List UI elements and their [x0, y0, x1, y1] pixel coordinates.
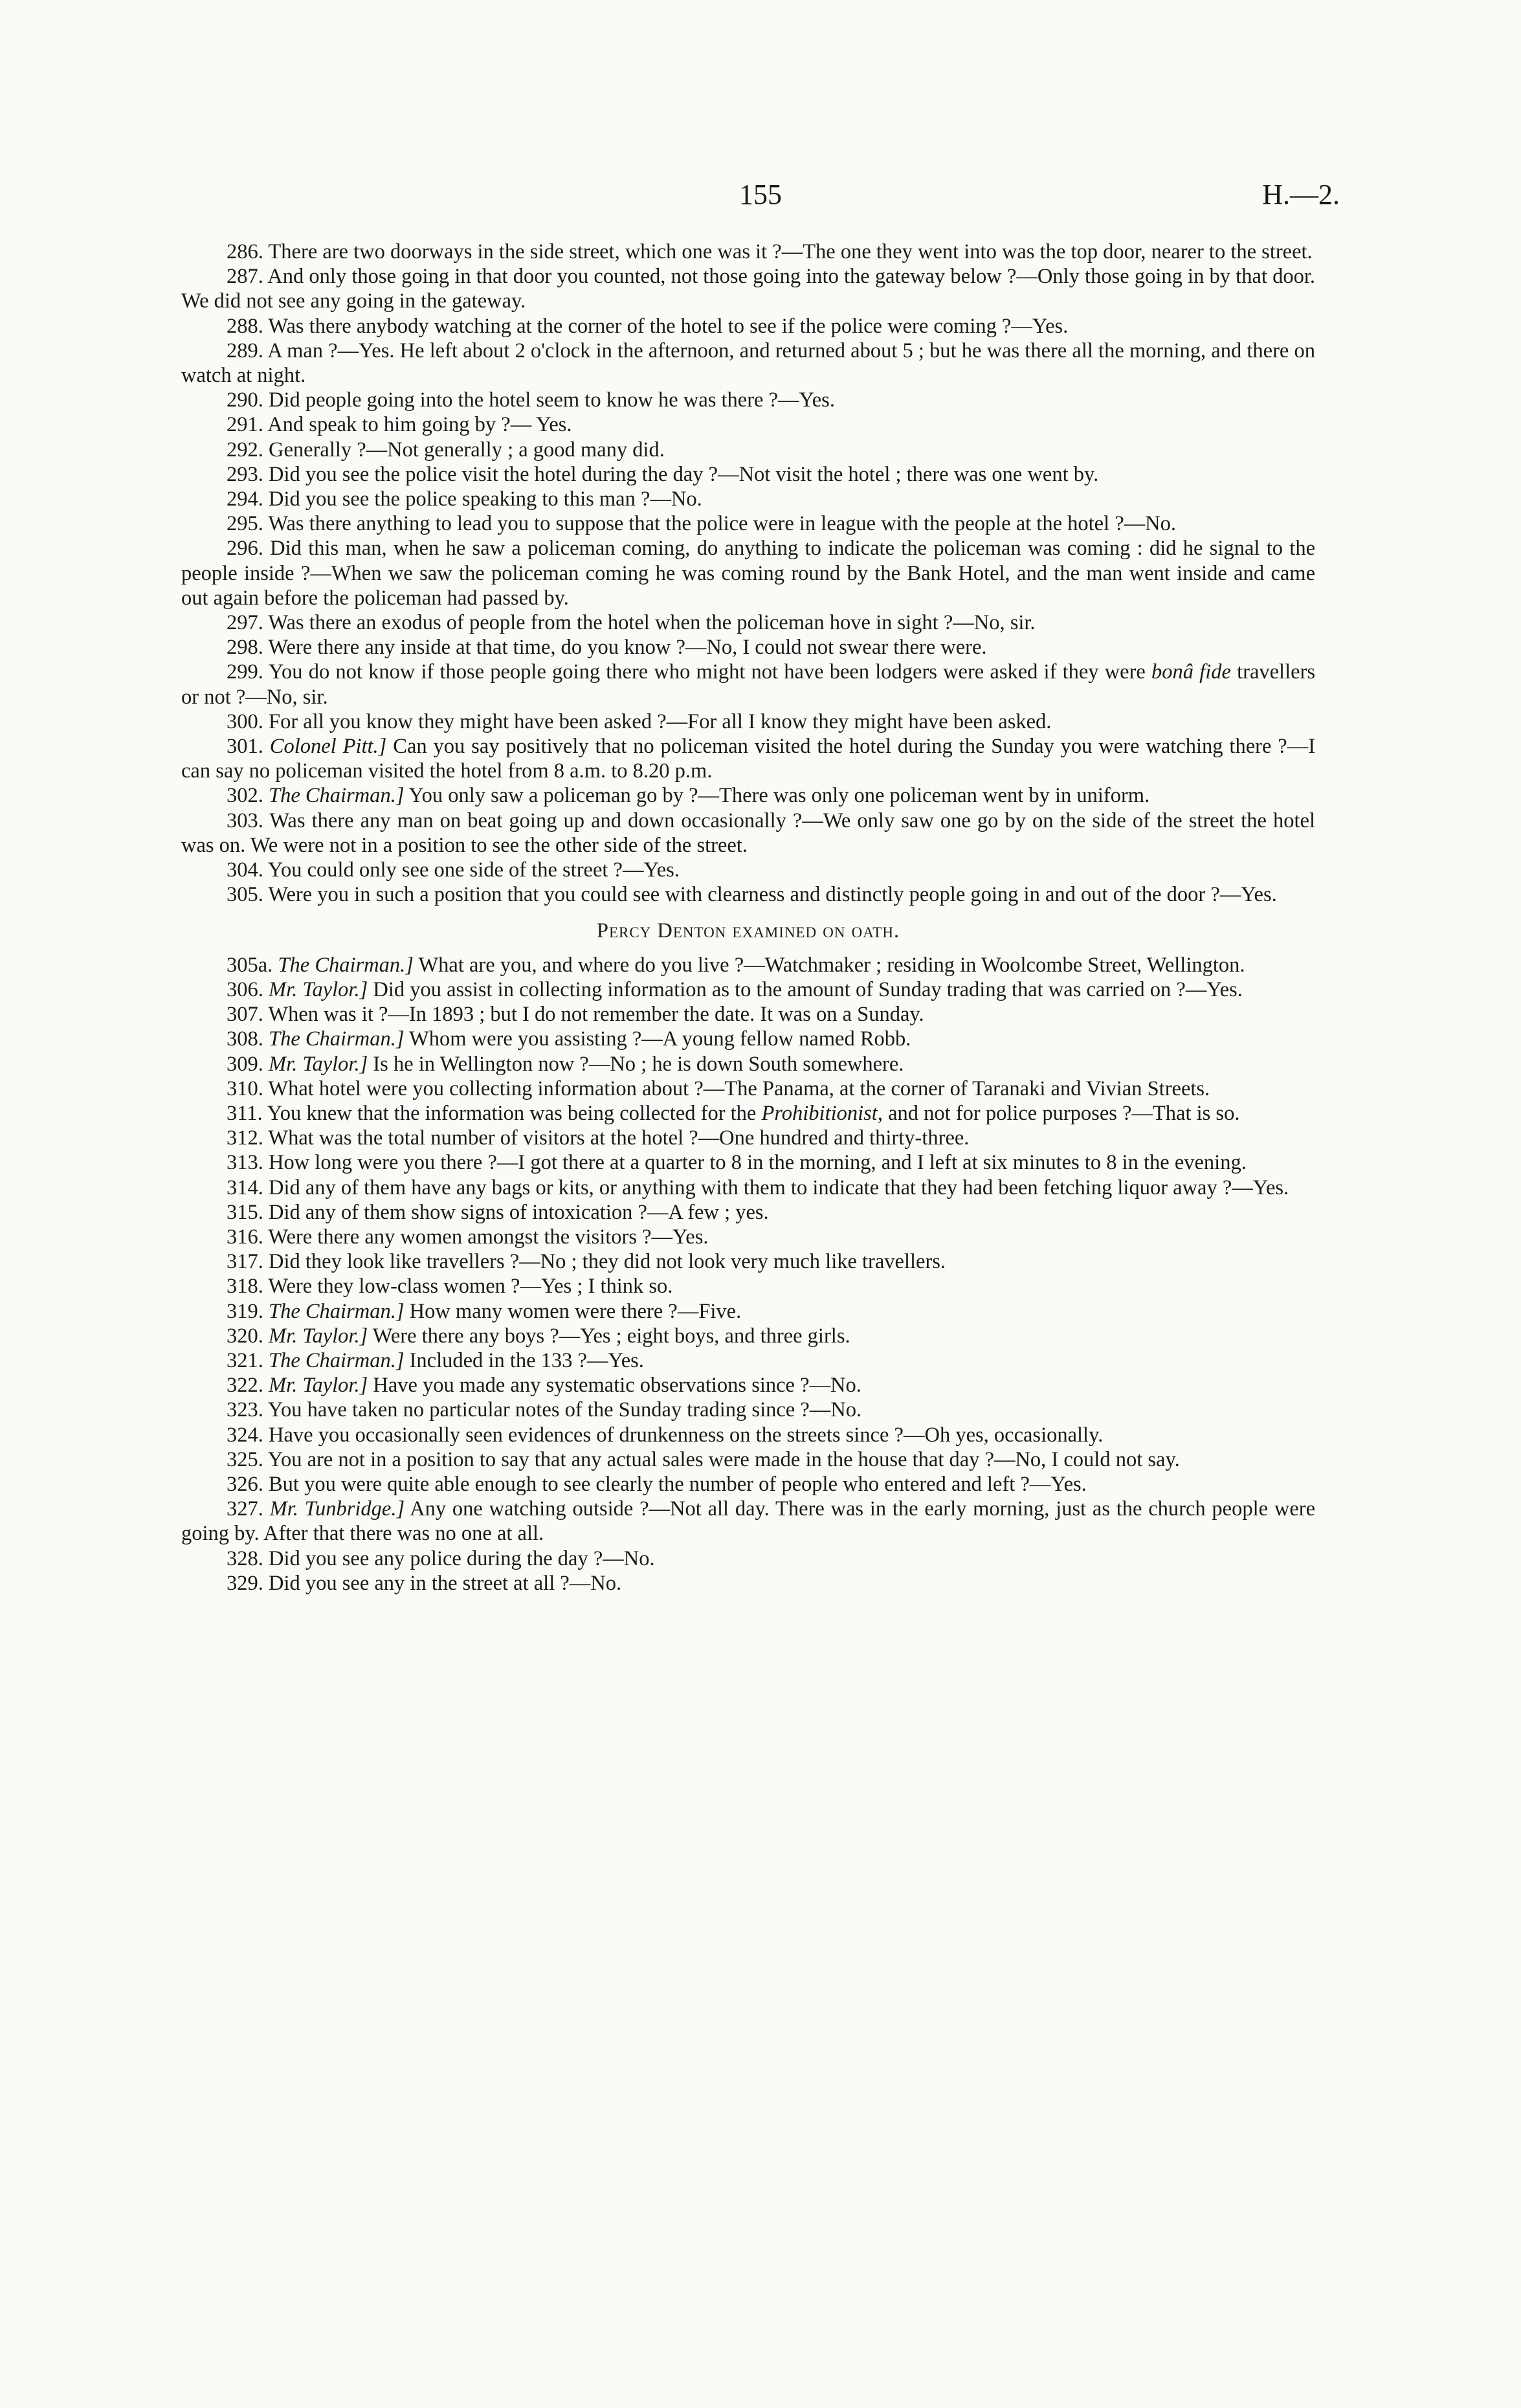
paragraph-text: Have you made any systematic observations since ?—No. [373, 1374, 861, 1398]
testimony-paragraph [181, 1274, 1315, 1299]
question-number: 321. [227, 1348, 263, 1372]
question-number: 327. [227, 1497, 263, 1521]
paragraph-text: 316. Were there any women amongst the visitors ?—Yes. [227, 1225, 709, 1249]
testimony-paragraph [181, 1052, 1315, 1076]
testimony-paragraph [181, 1101, 1315, 1126]
testimony-paragraph [181, 660, 1315, 709]
testimony-paragraph [181, 264, 1315, 313]
testimony-paragraph [181, 1571, 1315, 1596]
paragraph-text: 315. Did any of them show signs of intoxication ?—A few ; yes. [227, 1200, 769, 1224]
paragraph-text: 317. Did they look like travellers ?—No ; they did not look very much like travellers. [227, 1250, 946, 1274]
testimony-paragraph [181, 388, 1315, 412]
question-number: 322. [227, 1374, 263, 1398]
question-number: 319. [227, 1299, 263, 1323]
paragraph-text: 314. Did any of them have any bags or kits, or anything with them to indicate that they had been fetching liquor away ?—Yes. [227, 1176, 1289, 1199]
paragraph-text: 291. And speak to him going by ?— Yes. [227, 413, 572, 437]
speaker-name: Mr. Taylor.] [269, 1324, 368, 1348]
speaker-name: Mr. Taylor.] [269, 977, 368, 1001]
paragraph-text: 297. Was there an exodus of people from the hotel when the policeman hove in sight ?—No, sir. [227, 611, 1036, 635]
paragraph-text: You only saw a policeman go by ?—There was only one policeman went by in uniform. [408, 784, 1150, 808]
testimony-paragraph [181, 536, 1315, 610]
document-body [181, 240, 1315, 1596]
speaker-name: The Chairman.] [269, 1027, 405, 1051]
paragraph-text: Any one watching outside ?—Not all day. There was in the early morning, just as the church people were going by. After that there was no one at all. [181, 1497, 1315, 1546]
question-number: 320. [227, 1324, 263, 1348]
testimony-paragraph [181, 1373, 1315, 1398]
paper-reference: H.—2. [1262, 179, 1340, 210]
paragraph-text: 288. Was there anybody watching at the corner of the hotel to see if the police were coming ?—Yes. [227, 314, 1069, 338]
paragraph-text: Included in the 133 ?—Yes. [409, 1348, 644, 1372]
testimony-paragraph [181, 635, 1315, 660]
speaker-name: Mr. Tunbridge.] [269, 1497, 405, 1521]
paragraph-text: 303. Was there any man on beat going up and down occasionally ?—We only saw one go by on the side of the street the hotel was on. We were not in a position to see the other side of the street. [181, 808, 1315, 857]
testimony-paragraph [181, 438, 1315, 462]
testimony-paragraph [181, 1324, 1315, 1348]
testimony-paragraph [181, 462, 1315, 487]
paragraph-text: 295. Was there anything to lead you to suppose that the police were in league with the people at the hotel ?—No. [227, 512, 1177, 536]
testimony-paragraph [181, 1497, 1315, 1546]
testimony-paragraph [181, 1225, 1315, 1249]
paragraph-text: 325. You are not in a position to say that any actual sales were made in the house that day ?—No, I could not say. [227, 1447, 1180, 1471]
testimony-paragraph [181, 953, 1315, 977]
testimony-paragraph [181, 1447, 1315, 1472]
speaker-name: Mr. Taylor.] [269, 1052, 368, 1076]
question-number: 302. [227, 784, 263, 808]
testimony-paragraph [181, 511, 1315, 536]
paragraph-text: Were there any boys ?—Yes ; eight boys, and three girls. [372, 1324, 850, 1348]
testimony-paragraph [181, 1200, 1315, 1225]
testimony-paragraph [181, 1249, 1315, 1274]
paragraph-text: 299. You do not know if those people going there who might not have been lodgers were asked if they were bonâ fide travellers or not ?—No, sir. [181, 660, 1315, 709]
paragraph-text: 305. Were you in such a position that you could see with clearness and distinctly people going in and out of the door ?—Yes. [227, 883, 1277, 907]
testimony-paragraph [181, 783, 1315, 808]
paragraph-text: 312. What was the total number of visitors at the hotel ?—One hundred and thirty-three. [227, 1126, 970, 1150]
testimony-paragraph [181, 1076, 1315, 1101]
testimony-paragraph [181, 977, 1315, 1002]
question-number: 306. [227, 977, 263, 1001]
testimony-paragraph [181, 1002, 1315, 1027]
paragraph-text: 287. And only those going in that door you counted, not those going into the gateway below ?—Only those going in by that door. We did not see any going in the gateway. [181, 265, 1315, 313]
speaker-name: The Chairman.] [269, 784, 405, 808]
paragraph-text: 310. What hotel were you collecting information about ?—The Panama, at the corner of Taranaki and Vivian Streets. [227, 1076, 1210, 1100]
testimony-paragraph [181, 1398, 1315, 1422]
testimony-paragraph [181, 1423, 1315, 1447]
speaker-name: Colonel Pitt.] [269, 735, 387, 759]
paragraph-text: Can you say positively that no policeman visited the hotel during the Sunday you were watching there ?—I can say no policeman visited the hotel from 8 a.m. to 8.20 p.m. [181, 735, 1316, 783]
paragraph-text: 326. But you were quite able enough to see clearly the number of people who entered and left ?—Yes. [227, 1472, 1087, 1496]
testimony-part-two [181, 953, 1315, 1596]
paragraph-text: 329. Did you see any in the street at all ?—No. [227, 1571, 622, 1595]
paragraph-text: 323. You have taken no particular notes of the Sunday trading since ?—No. [227, 1398, 862, 1422]
paragraph-text: 328. Did you see any police during the day ?—No. [227, 1546, 655, 1570]
testimony-paragraph [181, 412, 1315, 437]
testimony-part-one [181, 240, 1315, 907]
paragraph-text: Did you assist in collecting information as to the amount of Sunday trading that was carried on ?—Yes. [373, 977, 1243, 1001]
testimony-paragraph [181, 709, 1315, 734]
paragraph-text: 318. Were they low-class women ?—Yes ; I think so. [227, 1275, 673, 1299]
speaker-name: The Chairman.] [269, 1299, 405, 1323]
testimony-paragraph [181, 1027, 1315, 1051]
paragraph-text: 290. Did people going into the hotel seem to know he was there ?—Yes. [227, 388, 835, 412]
paragraph-text: 286. There are two doorways in the side street, which one was it ?—The one they went into was the top door, nearer to the street. [227, 240, 1313, 263]
testimony-paragraph [181, 1472, 1315, 1497]
testimony-paragraph [181, 734, 1315, 783]
testimony-paragraph [181, 240, 1315, 264]
testimony-paragraph [181, 1546, 1315, 1571]
question-number: 301. [227, 735, 263, 759]
paragraph-text: 300. For all you know they might have been asked ?—For all I know they might have been asked. [227, 709, 1052, 733]
testimony-paragraph [181, 808, 1315, 858]
paragraph-text: 296. Did this man, when he saw a policeman coming, do anything to indicate the policeman was coming : did he signal to the people inside ?—When we saw the policeman coming he was coming round by the Bank Hotel, and the man went inside and came out again before the policeman had passed by. [181, 537, 1315, 610]
paragraph-text: 293. Did you see the police visit the hotel during the day ?—Not visit the hotel ; there was one went by. [227, 462, 1099, 486]
testimony-paragraph [181, 1126, 1315, 1150]
paragraph-text: 304. You could only see one side of the street ?—Yes. [227, 858, 680, 882]
testimony-paragraph [181, 610, 1315, 635]
page-number: 155 [739, 179, 782, 210]
paragraph-text: 292. Generally ?—Not generally ; a good many did. [227, 438, 665, 462]
paragraph-text: 324. Have you occasionally seen evidences of drunkenness on the streets since ?—Oh yes, occasionally. [227, 1423, 1104, 1447]
paragraph-text: 311. You knew that the information was being collected for the Prohibitionist, and not for police purposes ?—That is so. [227, 1101, 1240, 1125]
testimony-paragraph [181, 1348, 1315, 1373]
speaker-name: The Chairman.] [269, 1348, 405, 1372]
testimony-paragraph [181, 858, 1315, 882]
paragraph-text: 313. How long were you there ?—I got there at a quarter to 8 in the morning, and I left at six minutes to 8 in the evening. [227, 1151, 1247, 1175]
testimony-paragraph [181, 1176, 1315, 1200]
paragraph-text: 289. A man ?—Yes. He left about 2 o'clock in the afternoon, and returned about 5 ; but he was there all the morning, and there on watch at night. [181, 339, 1315, 388]
page-header [181, 178, 1340, 217]
paragraph-text: 298. Were there any inside at that time, do you know ?—No, I could not swear there were. [227, 636, 987, 660]
question-number: 309. [227, 1052, 263, 1076]
testimony-paragraph [181, 339, 1315, 388]
paragraph-text: How many women were there ?—Five. [409, 1299, 742, 1323]
paragraph-text: Is he in Wellington now ?—No ; he is down South somewhere. [373, 1052, 904, 1076]
testimony-paragraph [181, 314, 1315, 339]
witness-heading: Percy Denton examined on oath. [596, 919, 900, 943]
testimony-paragraph [181, 487, 1315, 511]
paragraph-text: 294. Did you see the police speaking to this man ?—No. [227, 487, 702, 511]
paragraph-text: Whom were you assisting ?—A young fellow named Robb. [409, 1027, 911, 1051]
testimony-paragraph [181, 882, 1315, 907]
speaker-name: Mr. Taylor.] [269, 1374, 368, 1398]
question-number: 305a. [227, 953, 273, 977]
question-number: 308. [227, 1027, 263, 1051]
testimony-paragraph [181, 1299, 1315, 1324]
paragraph-text: 307. When was it ?—In 1893 ; but I do not remember the date. It was on a Sunday. [227, 1003, 924, 1027]
testimony-paragraph [181, 1150, 1315, 1175]
paragraph-text: What are you, and where do you live ?—Watchmaker ; residing in Woolcombe Street, Wellington. [418, 953, 1245, 977]
speaker-name: The Chairman.] [278, 953, 414, 977]
